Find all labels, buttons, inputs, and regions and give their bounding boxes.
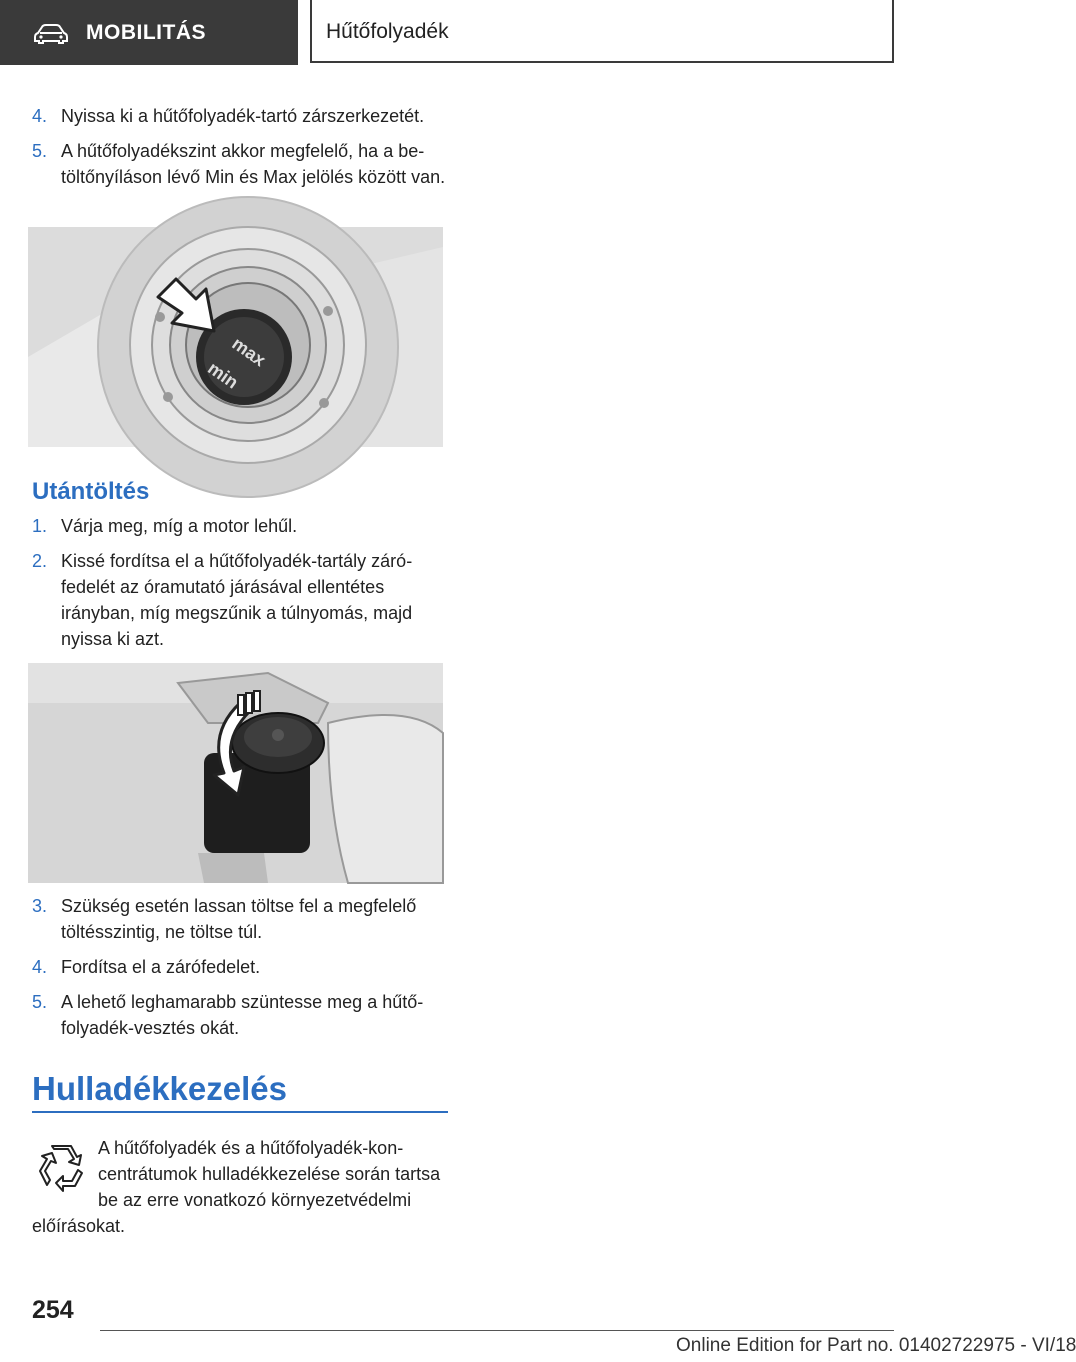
- refill-steps: [32, 513, 448, 661]
- footer-edition: Online Edition for Part no. 01402722975 - VI/18: [676, 1335, 1076, 1356]
- step-text: Fordítsa el a zárófedelet.: [61, 957, 261, 977]
- step-number: 4.: [32, 957, 48, 977]
- step-text: A lehető leghamarabb szüntesse meg a hűtőfolyadék-vesztés okát.: [61, 992, 424, 1038]
- refill-steps-after: [32, 893, 448, 1050]
- step-text: Várja meg, míg a motor lehűl.: [61, 516, 298, 536]
- list-item: [32, 893, 448, 945]
- disposal-heading: Hulladékkezelés: [32, 1070, 287, 1107]
- page-title-box: [310, 0, 894, 63]
- disposal-text-block: [32, 1135, 448, 1239]
- disposal-text: A hűtőfolyadék és a hűtőfolyadék-koncentrátumok hulladékkezelése során tartsa be az erre vonatkozó környezetvédelmi előírásokat.: [32, 1138, 441, 1236]
- page-number: 254: [32, 1296, 74, 1324]
- step-number: 5.: [32, 141, 48, 161]
- list-item: [32, 954, 448, 980]
- step-text: Szükség esetén lassan töltse fel a megfelelő töltésszintig, ne töltse túl.: [61, 896, 417, 942]
- heading-rule: [32, 1111, 448, 1113]
- photo-coolant-level: [28, 227, 443, 447]
- list-item: [32, 548, 448, 652]
- list-item: [32, 513, 448, 539]
- footer-rule: [100, 1330, 894, 1331]
- step-number: 2.: [32, 551, 48, 571]
- step-text: A hűtőfolyadékszint akkor megfelelő, ha a betöltőnyíláson lévő Min és Max jelölés között van.: [61, 141, 446, 187]
- page-title: Hűtőfolyadék: [326, 20, 449, 43]
- photo-open-cap: [28, 663, 443, 883]
- section-label: MOBILITÁS: [86, 21, 206, 44]
- step-number: 5.: [32, 992, 48, 1012]
- steps-top: [32, 103, 448, 199]
- max-label: max: [228, 333, 270, 371]
- recycle-icon: [36, 1143, 86, 1193]
- step-number: 3.: [32, 896, 48, 916]
- refill-heading: Utántöltés: [32, 478, 150, 505]
- step-number: 1.: [32, 516, 48, 536]
- list-item: [32, 989, 448, 1041]
- step-number: 4.: [32, 106, 48, 126]
- step-text: Nyissa ki a hűtőfolyadék-tartó zárszerkezetét.: [61, 106, 425, 126]
- step-text: Kissé fordítsa el a hűtőfolyadék-tartály zárófedelét az óramutató járásával ellentétes irányban, míg megszűnik a túlnyomás, majd nyissa ki azt.: [61, 551, 413, 649]
- list-item: [32, 138, 448, 190]
- car-icon: [34, 24, 68, 44]
- list-item: [32, 103, 448, 129]
- min-label: min: [204, 357, 242, 393]
- section-tab: [0, 0, 298, 65]
